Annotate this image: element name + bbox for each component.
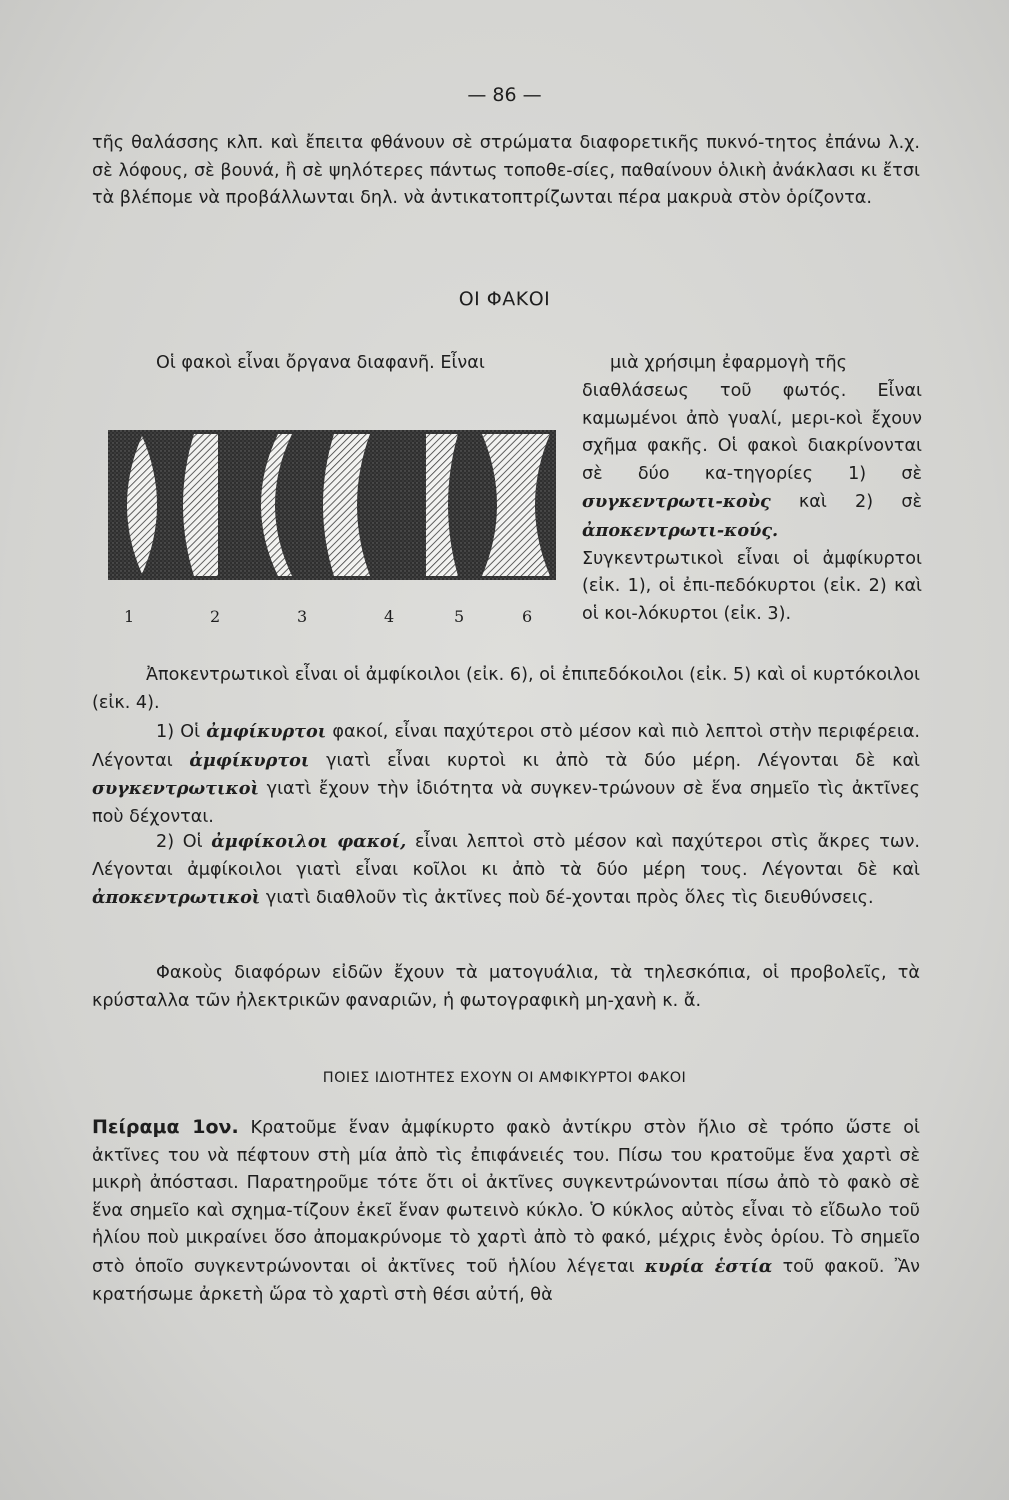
p1-term-2: ἀμφίκυρτοι bbox=[189, 749, 310, 771]
p2-term-2: ἀποκεντρωτικοὶ bbox=[92, 887, 261, 909]
lens-intro-text-b: μιὰ χρήσιμη ἐφαρμογὴ τῆς bbox=[610, 353, 847, 373]
right-col-text-3: Συγκεντρωτικοὶ εἶναι οἱ ἀμφίκυρτοι (εἰκ. 1), οἱ ἐπι-πεδόκυρτοι (εἰκ. 2) καὶ οἱ κοι-λόκυρτοι (εἰκ. 3). bbox=[582, 548, 922, 624]
p2-text-b: εἶναι λεπτοὶ στὸ μέσον καὶ παχύτεροι στὶς ἄκρες των. Λέγονται ἀμφίκοιλοι γιατὶ εἶναι κοῖλοι κι ἀπὸ τὰ δύο μέρη τους. Λέγονται δὲ καὶ bbox=[92, 832, 921, 880]
term-convergent: συγκεντρωτι-κοὺς bbox=[582, 491, 771, 513]
biconvex-paragraph bbox=[92, 718, 920, 831]
figure-label: 3 bbox=[297, 607, 308, 626]
section-subtitle: ΠΟΙΕΣ ΙΔΙΟΤΗΤΕΣ ΕΧΟΥΝ ΟΙ ΑΜΦΙΚΥΡΤΟΙ ΦΑΚΟΙ bbox=[322, 1070, 687, 1086]
intro-paragraph: τῆς θαλάσσης κλπ. καὶ ἔπειτα φθάνουν σὲ στρώματα διαφορετικῆς πυκνό-τητος ἐπάνω λ.χ. σὲ λόφους, σὲ βουνά, ἢ σὲ ψηλότερες πάντως τοποθε-σίες, παθαίνουν ὁλικὴ ἀνάκλασι κι ἔτσι τὰ βλέπομε νὰ προβάλλωνται δηλ. νὰ ἀντικατοπτρίζωνται πέρα μακρυὰ στὸν ὁρίζοντα. bbox=[92, 133, 920, 209]
figure-label: 5 bbox=[454, 607, 465, 626]
figure-label: 1 bbox=[124, 607, 135, 626]
term-principal-focus: κυρία ἑστία bbox=[644, 1255, 773, 1277]
right-column-text bbox=[582, 378, 922, 628]
experiment-label: Πείραμα 1ον. bbox=[92, 1116, 239, 1138]
lens-figure bbox=[108, 430, 556, 580]
p1-term-3: συγκεντρωτικοὶ bbox=[92, 778, 259, 800]
biconcave-paragraph bbox=[92, 828, 920, 913]
p1-text-d: γιατὶ ἔχουν τὴν ἰδιότητα νὰ συγκεν-τρώνουν σὲ ἕνα σημεῖο τὶς ἀκτῖνες ποὺ δέχονται. bbox=[92, 779, 921, 827]
figure-label: 6 bbox=[522, 607, 533, 626]
p1-text-b: φακοί, εἶναι παχύτεροι στὸ μέσον καὶ πιὸ λεπτοὶ στὴν περιφέρεια. Λέγονται bbox=[92, 722, 921, 771]
lens-intro-line bbox=[156, 350, 922, 378]
term-divergent: ἀποκεντρωτι-κούς. bbox=[582, 519, 779, 541]
section-title: ΟΙ ΦΑΚΟΙ bbox=[458, 288, 551, 310]
decentral-paragraph: Ἀποκεντρωτικοὶ εἶναι οἱ ἀμφίκοιλοι (εἰκ. 6), οἱ ἐπιπεδόκοιλοι (εἰκ. 5) καὶ οἱ κυρτόκοιλοι (εἰκ. 4). bbox=[92, 665, 920, 713]
figure-label: 4 bbox=[384, 607, 395, 626]
lens-intro-text-a: Οἱ φακοὶ εἶναι ὄργανα διαφανῆ. Εἶναι bbox=[156, 353, 485, 373]
p2-term-1: ἀμφίκοιλοι φακοί, bbox=[211, 831, 407, 852]
p1-text-a: 1) Οἱ bbox=[156, 722, 201, 742]
page-number: — 86 — bbox=[467, 84, 542, 106]
experiment-text-b: τοῦ φακοῦ. Ἂν κρατήσωμε ἀρκετὴ ὥρα τὸ χαρτὶ στὴ θέσι αὐτή, θὰ bbox=[92, 1256, 920, 1305]
experiment-paragraph bbox=[92, 1114, 920, 1309]
figure-label: 2 bbox=[210, 607, 221, 626]
uses-paragraph: Φακοὺς διαφόρων εἰδῶν ἔχουν τὰ ματογυάλια, τὰ τηλεσκόπια, οἱ προβολεῖς, τὰ κρύσταλλα τῶν ἠλεκτρικῶν φαναριῶν, ἡ φωτογραφικὴ μη-χανὴ κ. ἄ. bbox=[92, 963, 920, 1011]
p2-text-c: γιατὶ διαθλοῦν τὶς ἀκτῖνες ποὺ δέ-χονται πρὸς ὅλες τὶς διευθύνσεις. bbox=[265, 888, 874, 909]
right-col-text-2: καὶ 2) σὲ bbox=[798, 492, 923, 513]
right-col-text-1: διαθλάσεως τοῦ φωτός. Εἶναι καμωμένοι ἀπὸ γυαλί, μερι-κοὶ ἔχουν σχῆμα φακῆς. Οἱ φακοὶ διακρίνονται σὲ δύο κα-τηγορίες 1) σὲ bbox=[582, 381, 922, 484]
p1-text-c: γιατὶ εἶναι κυρτοὶ κι ἀπὸ τὰ δύο μέρη. Λέγονται δὲ καὶ bbox=[326, 750, 920, 771]
p2-text-a: 2) Οἱ bbox=[156, 832, 203, 852]
experiment-text-a: Κρατοῦμε ἕναν ἀμφίκυρτο φακὸ ἀντίκρυ στὸν ἥλιο σὲ τρόπο ὥστε οἱ ἀκτῖνες του νὰ πέφτουν στὴ μία ἀπὸ τὶς ἐπιφάνειές του. Πίσω του κρατοῦμε ἕνα χαρτὶ σὲ μικρὴ ἀπόστασι. Παρατηροῦμε τότε ὅτι οἱ ἀκτῖνες συγκεντρώνονται πίσω ἀπὸ τὸ φακὸ σὲ ἕνα σημεῖο καὶ σχημα-τίζουν ἐκεῖ ἕναν φωτεινὸ κύκλο. Ὁ κύκλος αὐτὸς εἶναι τὸ εἴδωλο τοῦ ἡλίου ποὺ μικραίνει ὅσο ἀπομακρύνομε τὸ χαρτὶ ἀπὸ τὸ φακό, μέχρις ἑνὸς ὁρίου. Τὸ σημεῖο στὸ ὁποῖο συγκεντρώνονται οἱ ἀκτῖνες τοῦ ἡλίου λέγεται bbox=[92, 1118, 921, 1277]
p1-term-1: ἀμφίκυρτοι bbox=[206, 721, 327, 742]
